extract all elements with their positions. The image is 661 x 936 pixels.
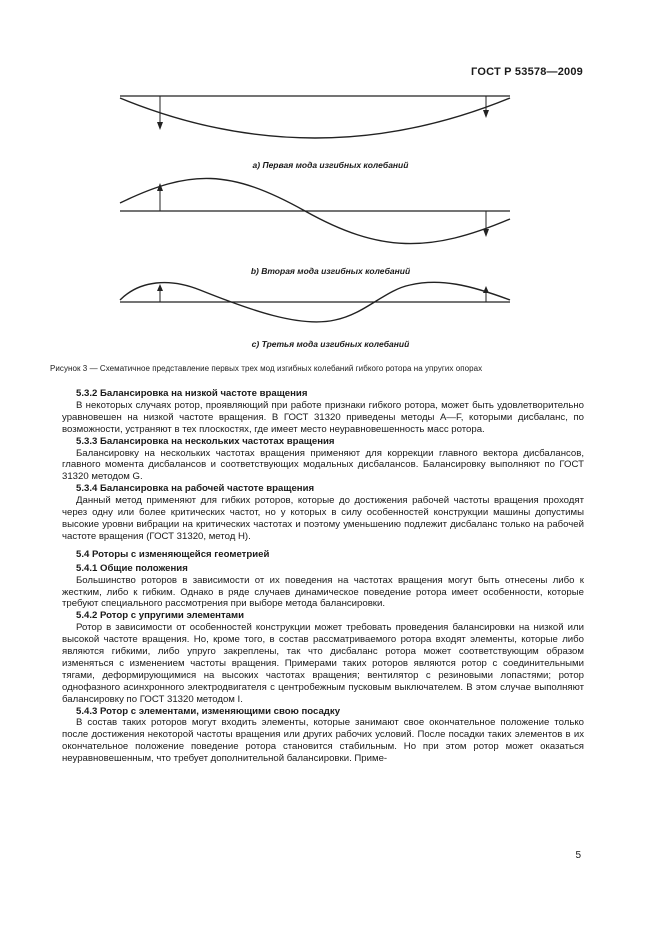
section-5-3-2-title: 5.3.2 Балансировка на низкой частоте вращения bbox=[76, 388, 308, 399]
arrow-head-icon bbox=[483, 286, 489, 293]
section-5-4-1-title: 5.4.1 Общие положения bbox=[76, 562, 188, 574]
section-5-3-3-text: Балансировку на нескольких частотах вращения применяют для коррекции главного вектора дисбалансов, главного момента дисбалансов и соответствующих модальных дисбалансов. Балансировку выполняют по ГОСТ 31320 методом G. bbox=[62, 447, 584, 483]
mode1-label: а) Первая мода изгибных колебаний bbox=[252, 160, 409, 170]
third-mode-diagram bbox=[100, 280, 520, 340]
mode2-label: b) Вторая мода изгибных колебаний bbox=[250, 266, 411, 276]
section-5-3-3-title: 5.3.3 Балансировка на нескольких частотах вращения bbox=[76, 435, 335, 447]
figure-caption: Рисунок 3 — Схематичное представление первых трех мод изгибных колебаний гибкого ротора на упругих опорах bbox=[50, 364, 483, 373]
mode3-label: с) Третья мода изгибных колебаний bbox=[251, 339, 410, 349]
section-5-4-2-text: Ротор в зависимости от особенностей конструкции может требовать проведения балансировки на низкой или высокой частоте вращения. Но, кроме того, в состав рассматриваемого ротора входят элементы, которые либо являются гибкими, либо упруго закреплены, так что дисбаланс ротора может соответствующим образом изменяться с изменением частоты вращения. Примерами таких роторов являются ротор с соединительными тягами, деформирующимися на высоких частотах вращения; вентилятор с резиновыми лопастями; ротор однофазного асинхронного электродвигателя с центробежным пусковым выключателем. В этом случае выполняют балансировку по ГОСТ 31320 методом I. bbox=[62, 622, 584, 705]
body-text bbox=[62, 388, 584, 765]
arrow-head-icon bbox=[157, 122, 163, 130]
second-mode-diagram bbox=[100, 175, 520, 265]
section-5-4-1-text: Большинство роторов в зависимости от их поведения на частотах вращения могут быть отнесены либо к жестким, либо к гибким. Однако в ряде случаев динамическое поведение ротора имеет особенности, которые требуют специального рассмотрения при выборе метода балансировки. bbox=[62, 574, 584, 610]
first-mode-diagram bbox=[100, 88, 520, 158]
mode-curve bbox=[120, 98, 510, 138]
section-5-3-4-title: 5.3.4 Балансировка на рабочей частоте вращения bbox=[76, 483, 315, 495]
arrow-head-icon bbox=[483, 229, 489, 237]
section-5-4-2-title: 5.4.2 Ротор с упругими элементами bbox=[76, 610, 244, 622]
arrow-head-icon bbox=[483, 110, 489, 118]
document-number: ГОСТ Р 53578—2009 bbox=[471, 66, 583, 78]
section-5-3-4-text: Данный метод применяют для гибких роторов, которые до достижения рабочей частоты вращения проходят через одну или более критических частот, но у которых в силу особенностей конструкции машины допустимы высокие уровни вибрации на критических частотах и поэтому уменьшению подлежит дисбаланс только на рабочей частоте вращения (ГОСТ 31320, метод Н). bbox=[62, 495, 584, 542]
arrow-head-icon bbox=[157, 284, 163, 291]
page-number: 5 bbox=[575, 850, 581, 861]
section-5-4-3-title: 5.4.3 Ротор с элементами, изменяющими свою посадку bbox=[76, 705, 341, 717]
section-5-4-title: 5.4 Роторы с изменяющейся геометрией bbox=[76, 548, 270, 560]
section-5-4-3-text: В состав таких роторов могут входить элементы, которые занимают свое окончательное положение только после достижения некоторой частоты вращения или других рабочих условий. После посадки таких элементов в их окончательное положение поведение ротора становится стабильным. Но при этом ротор может оказаться неуравновешенным, что требует дополнительной балансировки. Приме- bbox=[62, 717, 584, 765]
section-5-3-2-text: В некоторых случаях ротор, проявляющий при работе признаки гибкого ротора, может быть удовлетворительно уравновешен на низкой частоте вращения. В ГОСТ 31320 приведены методы А—F, которыми дисбаланс, по возможности, устраняют в тех плоскостях, где имеет место неуравновешенность масс ротора. bbox=[62, 399, 584, 435]
